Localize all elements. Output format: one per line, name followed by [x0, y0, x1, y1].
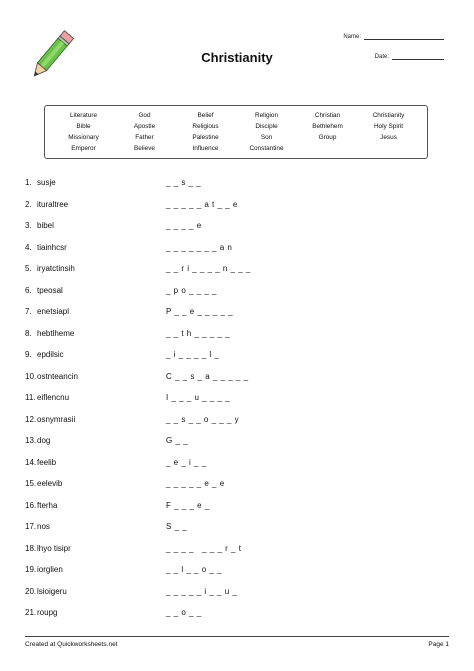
word-bank-item: Disciple	[255, 123, 278, 130]
answer-blanks: _ p o _ _ _ _	[166, 285, 217, 295]
question-row	[25, 544, 445, 566]
question-row	[25, 307, 445, 329]
word-bank-item: Influence	[192, 145, 219, 152]
question-list	[25, 178, 445, 630]
answer-blanks: C _ _ s _ a _ _ _ _ _	[166, 371, 249, 381]
answer-blanks: F _ _ _ e _	[166, 500, 210, 510]
date-label: Date:	[374, 54, 389, 60]
word-bank-item: Literature	[70, 112, 97, 119]
name-field	[343, 33, 444, 40]
question-row	[25, 458, 445, 480]
date-field	[375, 53, 444, 60]
question-number: 11.	[25, 393, 36, 402]
question-number: 1.	[25, 178, 32, 187]
word-bank-item: Constantine	[249, 145, 284, 152]
answer-blanks: _ e _ i _ _	[166, 457, 207, 467]
scrambled-word: feelib	[37, 457, 57, 467]
word-bank-item: Belief	[197, 112, 214, 119]
word-bank-item: God	[138, 112, 151, 119]
question-row	[25, 415, 445, 437]
answer-blanks: _ _ _ _ _ i _ _ u _	[166, 586, 238, 596]
question-row	[25, 501, 445, 523]
question-number: 5.	[25, 264, 32, 273]
question-row	[25, 587, 445, 609]
scrambled-word: osnymrasii	[37, 414, 76, 424]
word-bank-item: Religion	[254, 112, 279, 119]
word-bank-item: Holy Spirit	[373, 123, 404, 130]
scrambled-word: eelevib	[37, 479, 63, 488]
question-row	[25, 286, 445, 308]
question-row	[25, 329, 445, 351]
scrambled-word: iryatctinsih	[37, 264, 75, 273]
page-number: Page 1	[428, 641, 449, 648]
scrambled-word: fterha	[37, 500, 58, 510]
scrambled-word: tpeosal	[37, 285, 63, 295]
word-bank-item: Christianity	[372, 112, 405, 119]
question-row	[25, 200, 445, 222]
scrambled-word: tiainhcsr	[37, 242, 67, 252]
answer-blanks: _ _ _ _ _ _ _ r _ t	[166, 543, 242, 553]
scrambled-word: enetsiapl	[37, 307, 70, 316]
question-row	[25, 393, 445, 415]
answer-blanks: I _ _ _ u _ _ _ _	[166, 393, 231, 402]
date-underline	[392, 53, 444, 60]
answer-blanks: _ _ s _ _ o _ _ _ y	[166, 414, 240, 424]
question-row	[25, 608, 445, 630]
question-number: 8.	[25, 328, 32, 338]
question-row	[25, 243, 445, 265]
question-row	[25, 565, 445, 587]
question-number: 19.	[25, 565, 37, 574]
question-number: 17.	[25, 522, 37, 531]
word-bank-item: Son	[260, 134, 273, 141]
question-number: 6.	[25, 285, 32, 295]
word-bank-item: Believe	[134, 145, 155, 152]
word-bank-item: Apostle	[133, 123, 156, 130]
name-label: Name:	[343, 34, 361, 40]
answer-blanks: _ _ o _ _	[166, 608, 202, 617]
word-bank-item: Group	[318, 134, 337, 141]
footer	[25, 636, 449, 648]
scrambled-word: epdilsic	[37, 350, 64, 359]
answer-blanks: _ _ r i _ _ _ _ n _ _ _	[166, 264, 251, 273]
question-row	[25, 436, 445, 458]
word-bank-item: Religious	[192, 123, 219, 130]
question-number: 13.	[25, 436, 37, 445]
page-title: Christianity	[201, 50, 273, 65]
answer-blanks: _ i _ _ _ _ l _	[166, 350, 220, 359]
question-number: 10.	[25, 371, 37, 381]
scrambled-word: eiflencnu	[37, 393, 70, 402]
scrambled-word: iorglien	[37, 565, 63, 574]
question-number: 12.	[25, 414, 37, 424]
word-bank-item: Bible	[76, 123, 91, 130]
question-row	[25, 479, 445, 501]
answer-blanks: _ _ l _ _ o _ _	[166, 565, 222, 574]
word-bank-item: Bethlehem	[312, 123, 343, 130]
footer-credit: Created at Quickworksheets.net	[25, 641, 118, 648]
answer-blanks: _ _ s _ _	[166, 178, 202, 187]
scrambled-word: roupg	[37, 608, 58, 617]
word-bank	[44, 105, 428, 159]
answer-blanks: _ _ t h _ _ _ _ _	[166, 328, 231, 338]
question-number: 14.	[25, 457, 37, 467]
word-bank-item: Jesus	[380, 134, 397, 141]
question-row	[25, 372, 445, 394]
word-bank-item: Christian	[314, 112, 341, 119]
scrambled-word: lhyo tisipr	[37, 543, 71, 553]
word-bank-item: Missionary	[68, 134, 99, 141]
question-number: 4.	[25, 242, 32, 252]
question-number: 9.	[25, 350, 32, 359]
scrambled-word: dog	[37, 436, 51, 445]
question-number: 18.	[25, 543, 37, 553]
name-underline	[364, 33, 444, 40]
scrambled-word: nos	[37, 522, 50, 531]
word-bank-item: Emperor	[71, 145, 96, 152]
answer-blanks: _ _ _ _ _ _ _ a n	[166, 242, 233, 252]
scrambled-word: susje	[37, 178, 56, 187]
answer-blanks: _ _ _ _ _ e _ e	[166, 479, 225, 488]
question-number: 7.	[25, 307, 32, 316]
question-number: 15.	[25, 479, 37, 488]
answer-blanks: P _ _ e _ _ _ _ _	[166, 307, 234, 316]
question-row	[25, 178, 445, 200]
scrambled-word: lsioigeru	[37, 586, 67, 596]
answer-blanks: _ _ _ _ _ a t _ _ e	[166, 199, 238, 209]
question-number: 3.	[25, 221, 32, 230]
question-number: 20.	[25, 586, 37, 596]
answer-blanks: _ _ _ _ e	[166, 221, 202, 230]
scrambled-word: ituraltree	[37, 199, 69, 209]
question-row	[25, 221, 445, 243]
scrambled-word: ostnteancin	[37, 371, 78, 381]
scrambled-word: hebtlheme	[37, 328, 75, 338]
question-number: 2.	[25, 199, 32, 209]
question-row	[25, 264, 445, 286]
scrambled-word: bibel	[37, 221, 54, 230]
answer-blanks: G _ _	[166, 436, 189, 445]
question-number: 16.	[25, 500, 37, 510]
word-bank-item: Palestine	[192, 134, 219, 141]
question-number: 21.	[25, 608, 37, 617]
question-row	[25, 350, 445, 372]
question-row	[25, 522, 445, 544]
word-bank-item: Father	[135, 134, 154, 141]
answer-blanks: S _ _	[166, 522, 188, 531]
